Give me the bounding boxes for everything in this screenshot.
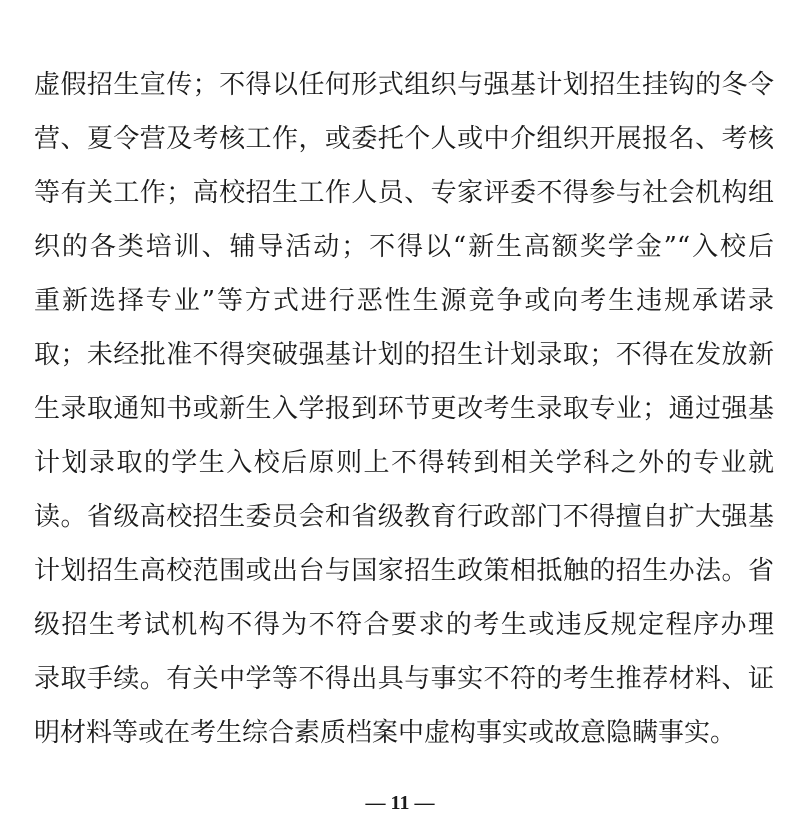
text-line: 读。省级高校招生委员会和省级教育行政部门不得擅自扩大强基 [34,502,774,532]
text-line: 明材料等或在考生综合素质档案中虚构事实或故意隐瞒事实。 [34,718,737,748]
text-line: 录取手续。有关中学等不得出具与事实不符的考生推荐材料、证 [34,664,774,694]
text-line: 计划录取的学生入校后原则上不得转到相关学科之外的专业就 [34,448,774,478]
text-line: 级招生考试机构不得为不符合要求的考生或违反规定程序办理 [34,610,774,640]
text-line: 重新选择专业”等方式进行恶性生源竞争或向考生违规承诺录 [34,286,774,316]
text-line: 计划招生高校范围或出台与国家招生政策相抵触的招生办法。省 [34,556,774,586]
text-line: 虚假招生宣传；不得以任何形式组织与强基计划招生挂钩的冬令 [34,70,774,100]
text-line: 取；未经批准不得突破强基计划的招生计划录取；不得在发放新 [34,340,774,370]
text-line: 等有关工作；高校招生工作人员、专家评委不得参与社会机构组 [34,178,774,208]
text-line: 营、夏令营及考核工作，或委托个人或中介组织开展报名、考核 [34,124,774,154]
text-line: 生录取通知书或新生入学报到环节更改考生录取专业；通过强基 [34,394,774,424]
body-paragraph [34,63,774,765]
text-line: 织的各类培训、辅导活动；不得以“新生高额奖学金”“入校后 [34,232,774,262]
page-number: — 11 — [365,792,435,814]
